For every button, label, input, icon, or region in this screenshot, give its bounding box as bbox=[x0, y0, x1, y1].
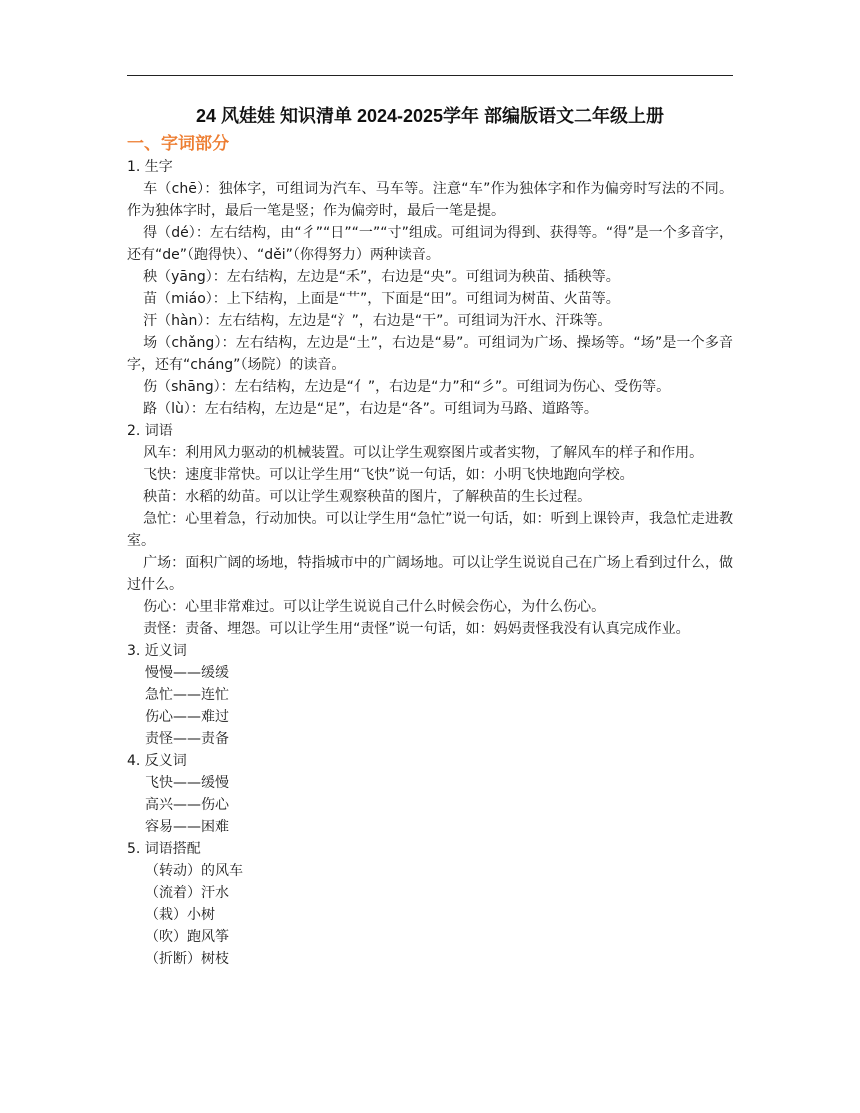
collocation-item: （栽）小树 bbox=[145, 907, 215, 923]
character-entry: 路（lù）：左右结构，左边是“足”，右边是“各”。可组词为马路、道路等。 bbox=[143, 401, 598, 417]
synonym-pair: 责怪——责备 bbox=[145, 731, 229, 747]
character-entry: 得（dé）：左右结构，由“彳”“日”“一”“寸”组成。可组词为得到、获得等。“得”是一个多音字，还有“de”（跑得快）、“děi”（你得努力）两种读音。 bbox=[127, 225, 733, 263]
character-entry: 伤（shāng）：左右结构，左边是“亻”，右边是“力”和“彡”。可组词为伤心、受伤等。 bbox=[143, 379, 671, 395]
collocation-item: （转动）的风车 bbox=[145, 863, 243, 879]
antonyms-block bbox=[127, 750, 733, 838]
synonyms-heading: 3. 近义词 bbox=[127, 643, 187, 659]
collocations-block bbox=[127, 838, 733, 970]
collocation-item: （吹）跑风筝 bbox=[145, 929, 229, 945]
section-heading: 一、字词部分 bbox=[127, 134, 229, 153]
characters-block bbox=[127, 156, 733, 420]
header-rule bbox=[127, 75, 733, 76]
collocations-heading: 5. 词语搭配 bbox=[127, 841, 201, 857]
word-entry: 广场：面积广阔的场地，特指城市中的广阔场地。可以让学生说说自己在广场上看到过什么，做过什么。 bbox=[127, 555, 733, 593]
character-entry: 场（chǎng）：左右结构，左边是“土”，右边是“昜”。可组词为广场、操场等。“场”是一个多音字，还有“cháng”（场院）的读音。 bbox=[127, 335, 733, 373]
antonym-pair: 飞快——缓慢 bbox=[145, 775, 229, 791]
words-heading: 2. 词语 bbox=[127, 423, 173, 439]
word-entry: 秧苗：水稻的幼苗。可以让学生观察秧苗的图片，了解秧苗的生长过程。 bbox=[143, 489, 592, 505]
synonyms-block bbox=[127, 640, 733, 750]
word-entry: 责怪：责备、埋怨。可以让学生用“责怪”说一句话，如：妈妈责怪我没有认真完成作业。 bbox=[143, 621, 690, 637]
antonyms-heading: 4. 反义词 bbox=[127, 753, 187, 769]
page-title: 24 风娃娃 知识清单 2024-2025学年 部编版语文二年级上册 bbox=[195, 106, 665, 126]
synonym-pair: 慢慢——缓缓 bbox=[145, 665, 229, 681]
collocation-item: （流着）汗水 bbox=[145, 885, 229, 901]
characters-heading: 1. 生字 bbox=[127, 159, 173, 175]
synonym-pair: 急忙——连忙 bbox=[145, 687, 229, 703]
antonym-pair: 高兴——伤心 bbox=[145, 797, 229, 813]
words-block bbox=[127, 420, 733, 640]
collocation-item: （折断）树枝 bbox=[145, 951, 229, 967]
word-entry: 急忙：心里着急，行动加快。可以让学生用“急忙”说一句话，如：听到上课铃声，我急忙走进教室。 bbox=[127, 511, 733, 549]
word-entry: 飞快：速度非常快。可以让学生用“飞快”说一句话，如：小明飞快地跑向学校。 bbox=[143, 467, 634, 483]
word-entry: 伤心：心里非常难过。可以让学生说说自己什么时候会伤心，为什么伤心。 bbox=[143, 599, 606, 615]
antonym-pair: 容易——困难 bbox=[145, 819, 229, 835]
character-entry: 秧（yāng）：左右结构，左边是“禾”，右边是“央”。可组词为秧苗、插秧等。 bbox=[143, 269, 620, 285]
character-entry: 汗（hàn）：左右结构，左边是“氵”，右边是“干”。可组词为汗水、汗珠等。 bbox=[143, 313, 612, 329]
document-body bbox=[127, 132, 733, 970]
character-entry: 车（chē）：独体字，可组词为汽车、马车等。注意“车”作为独体字和作为偏旁时写法的不同。作为独体字时，最后一笔是竖；作为偏旁时，最后一笔是提。 bbox=[127, 181, 733, 219]
word-entry: 风车：利用风力驱动的机械装置。可以让学生观察图片或者实物，了解风车的样子和作用。 bbox=[143, 445, 704, 461]
character-entry: 苗（miáo）：上下结构，上面是“艹”，下面是“田”。可组词为树苗、火苗等。 bbox=[143, 291, 620, 307]
synonym-pair: 伤心——难过 bbox=[145, 709, 229, 725]
